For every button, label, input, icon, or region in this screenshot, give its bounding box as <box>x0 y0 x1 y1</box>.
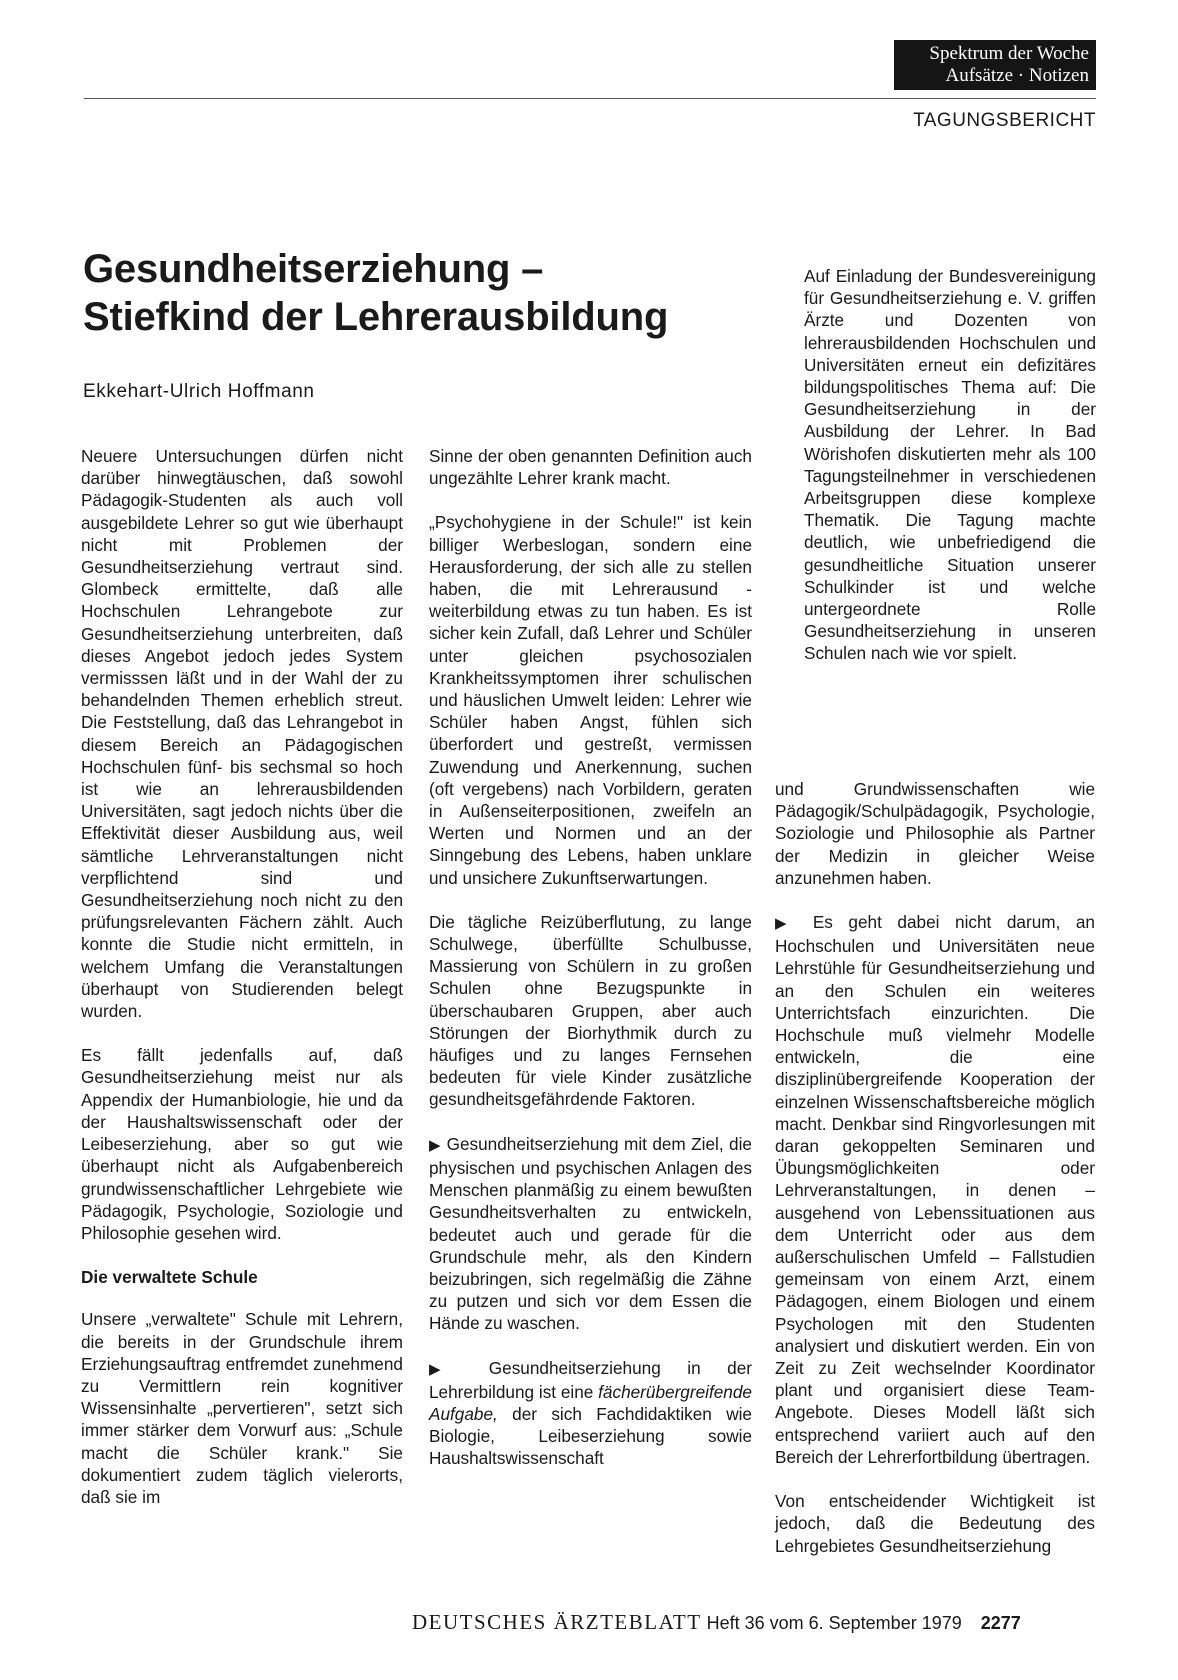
bullet-triangle-icon: ▶ <box>429 1136 442 1154</box>
badge-line-1: Spektrum der Woche <box>929 43 1089 64</box>
paragraph: Es fällt jedenfalls auf, daß Gesundheitserziehung meist nur als Appendix der Humanbiologie, hie und da der Haushaltswissenschaft oder der Leibeserziehung, aber so gut wie überhaupt nicht als Aufgabenbereich grundwissenschaftlicher Lehrgebiete wie Pädagogik, Psychologie, Soziologie und Philosophie gesehen wird. <box>81 1045 403 1243</box>
title-line-2: Stiefkind der Lehrerausbildung <box>83 295 669 339</box>
issue-info: Heft 36 vom 6. September 1979 <box>706 1613 962 1633</box>
paragraph-text: Gesundheitserziehung mit dem Ziel, die physischen und psychischen Anlagen des Menschen planmäßig zu einem bewußten Gesundheitsverhalten zu entwickeln, bedeutet auch und gerade für die Grundschule mehr, als den Kindern beizubringen, sich regelmäßig die Zähne zu putzen und sich vor dem Essen die Hände zu waschen. <box>429 1133 752 1334</box>
intro-paragraph: Auf Einladung der Bundesvereinigung für Gesundheitserziehung e. V. griffen Ärzte und Dozenten von lehrerausbildenden Hochschulen und Universitäten erneut ein defizitäres bildungspolitisches Thema auf: Die Gesundheitserziehung in der Ausbildung der Lehrer. In Bad Wörishofen diskutierten mehr als 100 Tagungsteilnehmer in verschiedenen Arbeitsgruppen diese komplexe Thematik. Die Tagung machte deutlich, wie unbefriedigend die gesundheitliche Situation unserer Schulkinder ist und welche untergeordnete Rolle Gesundheitserziehung in unseren Schulen nach wie vor spielt. <box>804 266 1096 664</box>
bullet-triangle-icon: ▶ <box>775 915 798 933</box>
section-label: TAGUNGSBERICHT <box>913 110 1096 131</box>
journal-name: DEUTSCHES ÄRZTEBLATT <box>412 1610 702 1634</box>
page-number: 2277 <box>980 1613 1021 1633</box>
author-name: Ekkehart-Ulrich Hoffmann <box>83 381 315 402</box>
bullet-triangle-icon: ▶ <box>429 1360 463 1378</box>
intro-box <box>804 265 1096 687</box>
bullet-paragraph <box>775 911 1095 1468</box>
paragraph: Neuere Untersuchungen dürfen nicht darüber hinwegtäuschen, daß sowohl Pädagogik-Studenten als auch voll ausgebildete Lehrer so gut wie überhaupt nicht mit Problemen der Gesundheitserziehung vertraut sind. Glombeck ermittelte, daß alle Hochschulen Lehrangebote zur Gesundheitserziehung unterbreiten, daß dieses Angebot jedoch jedes System vermisssen läßt und in der Wahl der zu behandelnden Themen erheblich streut. Die Feststellung, daß das Lehrangebot in diesem Bereich an Pädagogischen Hochschulen fünf- bis sechsmal so hoch ist wie an lehrerausbildenden Universitäten, sagt jedoch nichts über die Effektivität dieser Ausbildung aus, weil sämtliche Lehrveranstaltungen nicht verpflichtend sind und Gesundheitserziehung noch nicht zu den prüfungsrelevanten Fächern zählt. Auch konnte die Studie nicht ermitteln, in welchem Umfang die Veranstaltungen überhaupt von Studierenden belegt wurden. <box>81 446 403 1022</box>
paragraph: Sinne der oben genannten Definition auch ungezählte Lehrer krank macht. <box>429 446 752 489</box>
paragraph: Die tägliche Reizüberflutung, zu lange Schulwege, überfüllte Schulbusse, Massierung von Schülern in zu großen Schulen ohne Bezugspunkte in überschaubaren Gruppen, aber auch Störungen der Biorhythmik durch zu häufiges und zu langes Fernsehen bedeuten für viele Kinder zusätzliche gesundheitsgefährdende Faktoren. <box>429 911 752 1110</box>
subheading: Die verwaltete Schule <box>81 1267 258 1288</box>
article-title <box>83 245 668 341</box>
page-footer <box>412 1610 1021 1635</box>
paragraph: Von entscheidender Wichtigkeit ist jedoch, daß die Bedeutung des Lehrgebietes Gesundheitserziehung <box>775 1491 1095 1556</box>
column-2 <box>429 445 752 1492</box>
badge-line-2: Aufsätze · Notizen <box>945 65 1089 86</box>
column-3 <box>775 778 1095 1579</box>
emphasis-text: fächerübergreifende Aufgabe, <box>429 1381 752 1424</box>
paragraph-text: der sich Fachdidaktiken wie Biologie, Leibeserziehung sowie Haushaltswissenschaft <box>429 1403 752 1469</box>
column-1 <box>81 445 403 1530</box>
bullet-paragraph <box>429 1357 752 1470</box>
title-line-1: Gesundheitserziehung – <box>83 247 544 291</box>
paragraph: „Psychohygiene in der Schule!" ist kein billiger Werbeslogan, sondern eine Herausforderung, der sich alle zu stellen haben, die mit Lehrerausund -weiterbildung etwas zu tun haben. Es ist sicher kein Zufall, daß Lehrer und Schüler unter gleichen psychosozialen Krankheitssymptomen ihrer schulischen und häuslichen Umwelt leiden: Lehrer wie Schüler haben Angst, fühlen sich überfordert und gestreßt, vermissen Zuwendung und Anerkennung, suchen (oft vergebens) nach Vorbildern, geraten in Außenseiterpositionen, zweifeln an Werten und Normen und an der Sinngebung des Lebens, haben unklare und unsichere Zukunftserwartungen. <box>429 512 752 888</box>
header-rule <box>84 98 1096 99</box>
section-badge <box>894 40 1096 90</box>
paragraph-text: Es geht dabei nicht darum, an Hochschulen und Universitäten neue Lehrstühle für Gesundheitserziehung und an den Schulen ein weiteres Unterrichtsfach einzurichten. Die Hochschule muß vielmehr Modelle entwickeln, die eine disziplinübergreifende Kooperation der einzelnen Wissenschaftsbereiche möglich macht. Denkbar sind Ringvorlesungen mit daran gekoppelten Seminaren und Übungsmöglichkeiten oder Lehrveranstaltungen, in denen – ausgehend von Lebenssituationen aus dem Unterricht oder aus dem außerschulischen Umfeld – Fallstudien gemeinsam von einem Arzt, einem Pädagogen, einem Biologen und einem Psychologen mit den Studenten analysiert und diskutiert werden. Ein von Zeit zu Zeit wechselnder Koordinator plant und organisiert diese Team-Angebote. Dieses Modell läßt sich entsprechend variiert auch auf den Bereich der Lehrerfortbildung übertragen. <box>775 912 1095 1467</box>
bullet-paragraph <box>429 1133 752 1335</box>
paragraph-text: Gesundheitserziehung in der Lehrerbildung ist eine <box>429 1357 752 1402</box>
paragraph: und Grundwissenschaften wie Pädagogik/Schulpädagogik, Psychologie, Soziologie und Philosophie als Partner der Medizin in gleicher Weise anzunehmen haben. <box>775 779 1095 888</box>
paragraph: Unsere „verwaltete" Schule mit Lehrern, die bereits in der Grundschule ihrem Erziehungsauftrag entfremdet zunehmend zu Vermittlern rein kognitiver Wissensinhalte „pervertieren", setzt sich immer stärker dem Vorwurf aus: „Schule macht die Schüler krank." Sie dokumentiert zudem täglich vielerorts, daß sie im <box>81 1309 403 1507</box>
